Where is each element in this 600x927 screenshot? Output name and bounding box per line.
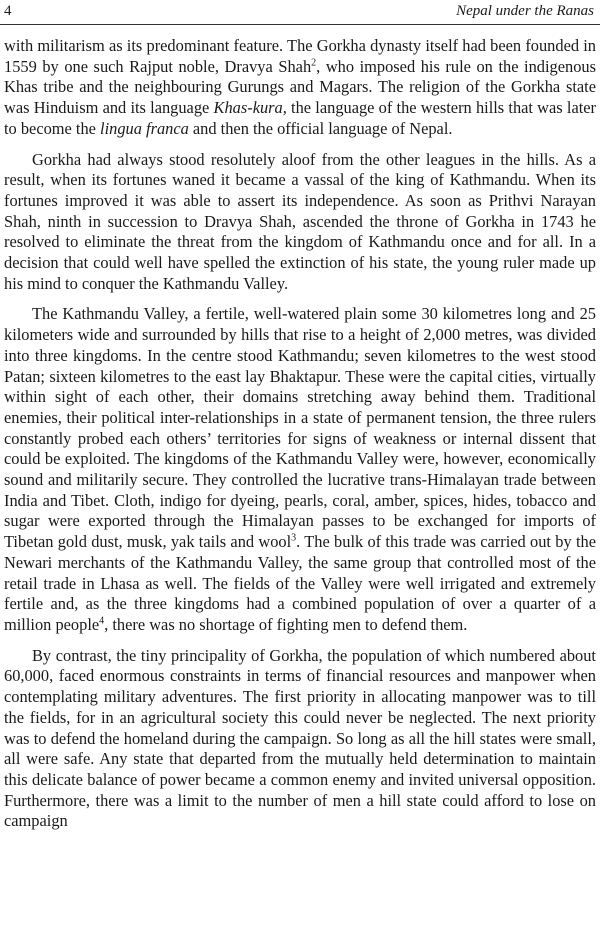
footnote-ref[interactable]: 2 xyxy=(311,57,317,69)
paragraph xyxy=(4,646,596,832)
paragraph xyxy=(4,304,596,635)
text-run: The Kathmandu Valley, a fertile, well-watered plain some 30 kilometres long and 25 kilometers wide and surrounded by hills that rise to a height of 2,000 metres, was divided into three kingdoms. In the centre stood Kathmandu; seven kilometres to the west stood Patan; sixteen kilometres to the east lay Bhaktapur. These were the capital cities, virtually within sight of each other, their domains stretching away behind them. Traditional enemies, their political inter-relationships in a state of permanent tension, the three rulers constantly probed each others’ territories for signs of weakness or internal dissent that could be exploited. The kingdoms of the Kathmandu Valley were, however, economically sound and militarily secure. They controlled the lucrative trans-Himalayan trade between India and Tibet. Cloth, indigo for dyeing, pearls, coral, amber, spices, hides, tobacco and sugar were exported through the Himalayan passes to be exchanged for imports of Tibetan gold dust, musk, yak tails and wool xyxy=(4,304,596,552)
paragraph xyxy=(4,150,596,295)
italic-term: lingua franca xyxy=(100,118,189,138)
page-number: 4 xyxy=(4,3,12,19)
text-run: By contrast, the tiny principality of Gorkha, the population of which numbered about 60,000, faced enormous constraints in terms of financial resources and manpower when contemplating military adventures. The first priority in allocating manpower was to till the fields, for in an agricultural society this could never be neglected. The next priority was to defend the homeland during the campaign. So long as all the hill states were small, all were safe. Any state that departed from the mutually held determination to maintain this delicate balance of power became a common enemy and invited universal opposition. Furthermore, there was a limit to the number of men a hill state could afford to lose on campaign xyxy=(4,645,596,831)
paragraph xyxy=(4,36,596,140)
footnote-ref[interactable]: 3 xyxy=(291,532,297,544)
running-head xyxy=(0,0,600,22)
text-run: , who imposed his rule on the indigenous Khas tribe and the neighbouring Gurungs and Magars. The religion of the Gorkha state was Hinduism and its language xyxy=(4,56,596,118)
text-run: the language of the western hills that was later to become the xyxy=(4,98,597,138)
text-run: with militarism as its predominant feature. The Gorkha dynasty itself had been founded in 1559 by one such Rajput noble, Dravya Shah xyxy=(4,36,596,76)
text-run: and then the official language of Nepal. xyxy=(188,118,453,138)
body-text xyxy=(4,36,596,832)
footnote-ref[interactable]: 4 xyxy=(99,615,105,627)
header-rule xyxy=(0,24,600,25)
text-run: Gorkha had always stood resolutely aloof from the other leagues in the hills. As a result, when its fortunes waned it became a vassal of the king of Kathmandu. When its fortunes improved it was able to assert its independence. As soon as Prithvi Narayan Shah, ninth in succession to Dravya Shah, ascended the throne of Gorkha in 1743 he resolved to eliminate the threat from the kingdom of Kathmandu once and for all. In a decision that could well have spelled the extinction of his state, the young ruler made up his mind to conquer the Kathmandu Valley. xyxy=(4,149,596,293)
text-run: , there was no shortage of fighting men to defend them. xyxy=(104,614,468,634)
running-title: Nepal under the Ranas xyxy=(456,3,594,19)
text-run: . The bulk of this trade was carried out by the Newari merchants of the Kathmandu Valley, the same group that controlled most of the retail trade in Lhasa as well. The fields of the Valley were well irrigated and extremely fertile and, as the three kingdoms had a combined population of over a quarter of a million people xyxy=(4,532,596,634)
italic-term: Khas-kura, xyxy=(213,98,287,118)
